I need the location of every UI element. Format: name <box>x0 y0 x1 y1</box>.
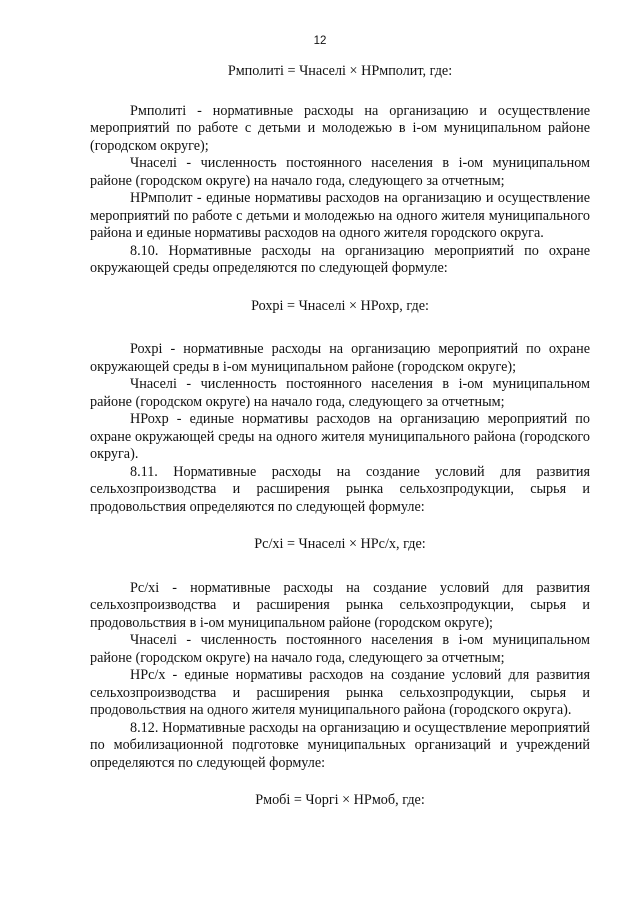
definition-paragraph: Рс/хi - нормативные расходы на создание условий для развития сельхозпроизводства и расширения рынка сельхозпродукции, сырья и продовольствия в i-ом муниципальном районе (городском округе); <box>90 579 590 631</box>
definition-paragraph: Чнаселi - численность постоянного населения в i-ом муниципальном районе (городском округе) на начало года, следующего за отчетным; <box>90 155 590 189</box>
definition-paragraph: НРмполит - единые нормативы расходов на организацию и осуществление мероприятий по работе с детьми и молодежью на одного жителя муниципального района и единые нормативы расходов на одного жителя городского округа. <box>90 190 590 241</box>
definition-paragraph: Рмполитi - нормативные расходы на организацию и осуществление мероприятий по работе с детьми и молодежью в i-ом муниципальном районе (городском округе); <box>90 102 590 154</box>
definition-paragraph: Чнаселi - численность постоянного населения в i-ом муниципальном районе (городском округе) на начало года, следующего за отчетным; <box>90 632 590 666</box>
formula-mpolit: Рмполитi = Чнаселi × НРмполит, где: <box>227 63 453 79</box>
formula-skh: Рс/хi = Чнаселi × НРс/х, где: <box>254 536 426 552</box>
section-8-12: 8.12. Нормативные расходы на организацию и осуществление мероприятий по мобилизационной подготовке муниципальных организаций и учреждений определяются по следующей формуле: <box>90 719 590 771</box>
formula-mob: Рмобi = Чоргi × НРмоб, где: <box>255 792 425 808</box>
section-8-11: 8.11. Нормативные расходы на создание условий для развития сельхозпроизводства и расширения рынка сельхозпродукции, сырья и продовольствия определяются по следующей формуле: <box>90 463 590 515</box>
section-8-10: 8.10. Нормативные расходы на организацию мероприятий по охране окружающей среды определяются по следующей формуле: <box>90 242 590 276</box>
definition-paragraph: НРс/х - единые нормативы расходов на создание условий для развития сельхозпроизводства и расширения рынка сельхозпродукции, сырья и продовольствия на одного жителя муниципального района (городского округа). <box>90 667 590 718</box>
formula-okhr: Рохрi = Чнаселi × НРохр, где: <box>251 297 429 314</box>
page-number: 12 <box>313 35 327 47</box>
definition-paragraph: Рохрi - нормативные расходы на организацию мероприятий по охране окружающей среды в i-ом муниципальном районе (городском округе); <box>90 341 590 375</box>
document-body <box>90 63 590 836</box>
definition-paragraph: Чнаселi - численность постоянного населения в i-ом муниципальном районе (городском округе) на начало года, следующего за отчетным; <box>90 376 590 410</box>
definition-paragraph: НРохр - единые нормативы расходов на организацию мероприятий по охране окружающей среды на одного жителя муниципального района (городского округа). <box>90 411 590 462</box>
